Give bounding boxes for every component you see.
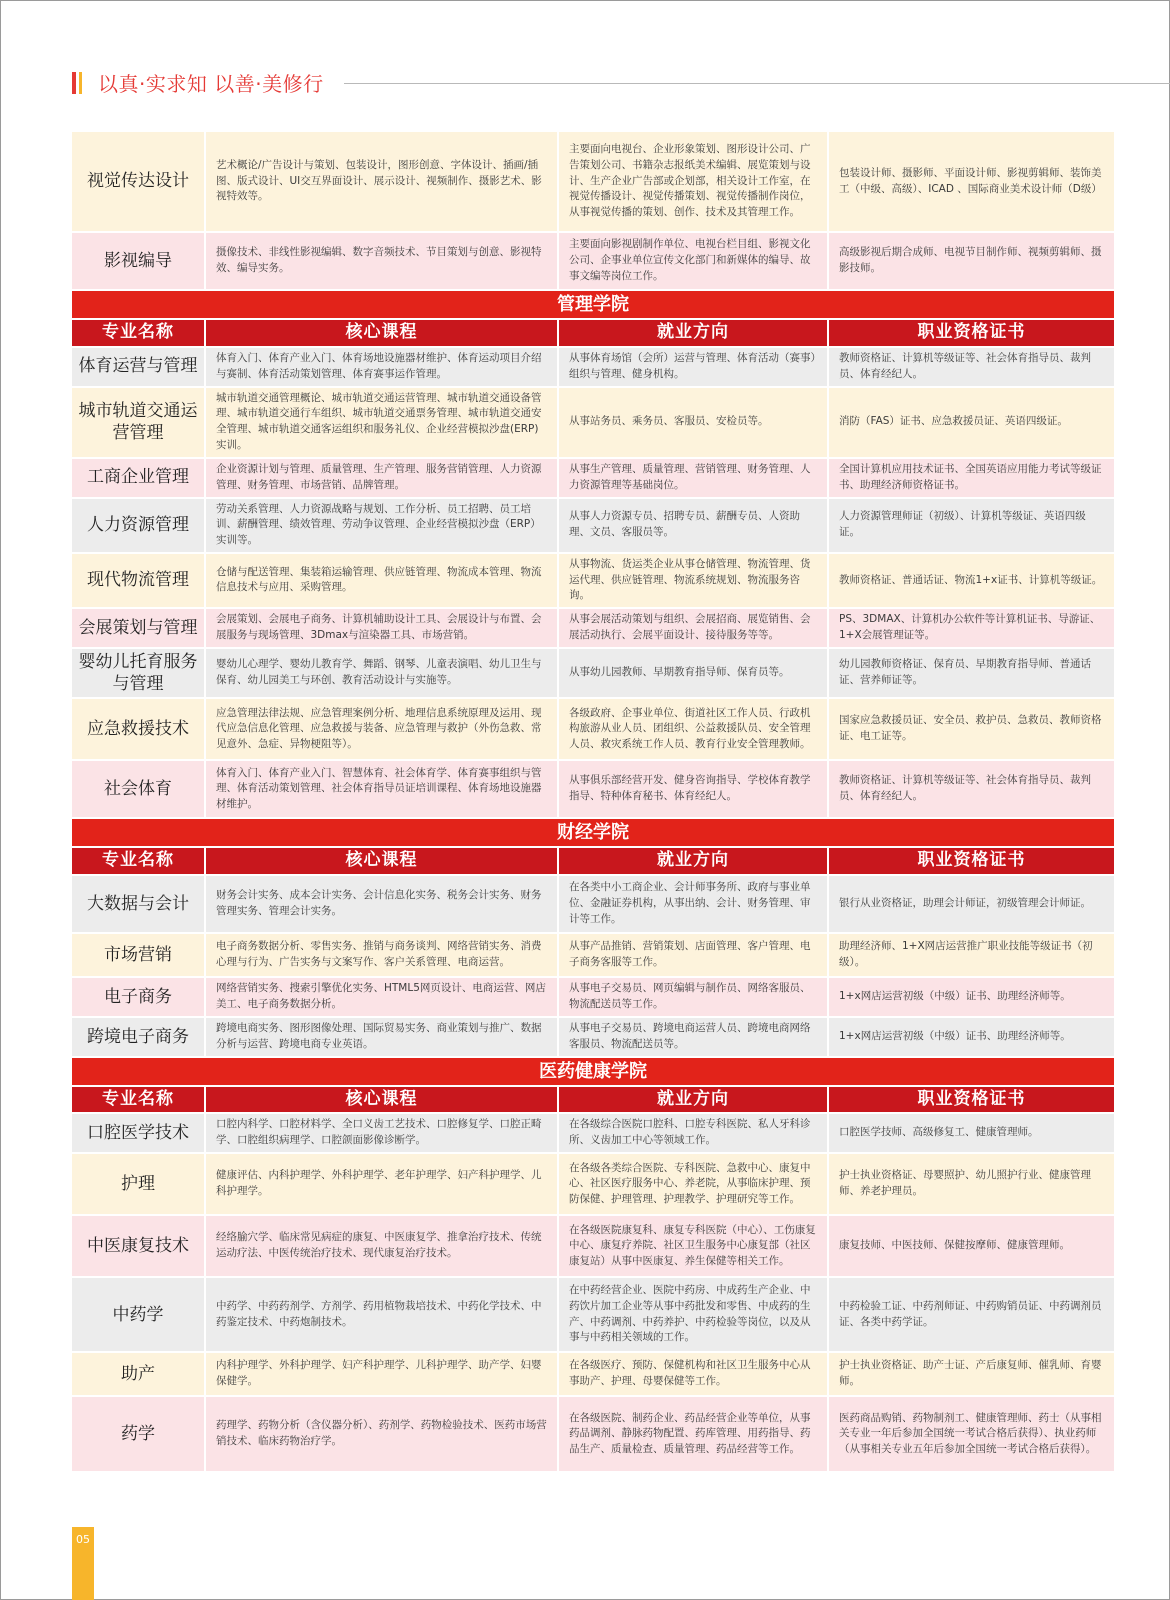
core-courses: 药理学、药物分析（含仪器分析）、药剂学、药物检验技术、医药市场营销技术、临床药物治疗学。 [205,1396,558,1472]
major-name: 大数据与会计 [72,875,205,933]
header-accent-yellow [79,72,82,94]
qualification-certificates: 1+x网店运营初级（中级）证书、助理经济师等。 [828,977,1115,1017]
major-name: 口腔医学技术 [72,1113,205,1153]
qualification-certificates: 教师资格证、计算机等级证等、社会体育指导员、裁判员、体育经纪人。 [828,347,1115,387]
major-name: 药学 [72,1396,205,1472]
qualification-certificates: 护士执业资格证、助产士证、产后康复师、催乳师、育婴师。 [828,1352,1115,1396]
employment-direction: 在各级医院康复科、康复专科医院（中心）、工伤康复中心、康复疗养院、社区卫生服务中心康复部（社区康复站）从事中医康复、养生保健等相关工作。 [558,1215,828,1277]
qualification-certificates: 包装设计师、摄影师、平面设计师、影视剪辑师、装饰美工（中级、高级）、ICAD 、国际商业美术设计师（D级） [828,132,1115,232]
column-header-row [72,847,1115,875]
major-name: 影视编导 [72,232,205,290]
employment-direction: 从事站务员、乘务员、客服员、安检员等。 [558,387,828,458]
qualification-certificates: 医药商品购销、药物制剂工、健康管理师、药士（从事相关专业一年后参加全国统一考试合格后获得）、执业药师（从事相关专业五年后参加全国统一考试合格后获得）。 [828,1396,1115,1472]
column-header-row [72,1086,1115,1114]
employment-direction: 从事体育场馆（会所）运营与管理、体育活动（赛事）组织与管理、健身机构。 [558,347,828,387]
college-title: 医药健康学院 [72,1057,1115,1086]
college-title: 管理学院 [72,290,1115,319]
major-name: 体育运营与管理 [72,347,205,387]
core-courses: 财务会计实务、成本会计实务、会计信息化实务、税务会计实务、财务管理实务、管理会计实务。 [205,875,558,933]
core-courses: 网络营销实务、搜索引擎优化实务、HTML5网页设计、电商运营、网店美工、电子商务数据分析。 [205,977,558,1017]
column-header: 核心课程 [205,319,558,347]
core-courses: 会展策划、会展电子商务、计算机辅助设计工具、会展设计与布置、会展服务与现场管理、3Dmax与渲染器工具、市场营销。 [205,608,558,648]
major-name: 婴幼儿托育服务与管理 [72,648,205,698]
core-courses: 电子商务数据分析、零售实务、推销与商务谈判、网络营销实务、消费心理与行为、广告实务与文案写作、客户关系管理、电商运营。 [205,933,558,977]
employment-direction: 主要面向电视台、企业形象策划、图形设计公司、广告策划公司、书籍杂志报纸美术编辑、展览策划与设计、生产企业广告部或企划部，相关设计工作室，在视觉传播设计、视觉传播策划、视觉传播制作岗位，从事视觉传播的策划、创作、技术及其管理工作。 [558,132,828,232]
major-row [72,933,1115,977]
major-row [72,1277,1115,1352]
major-name: 中药学 [72,1277,205,1352]
qualification-certificates: 高级影视后期合成师、电视节目制作师、视频剪辑师、摄影技师。 [828,232,1115,290]
column-header: 职业资格证书 [828,847,1115,875]
qualification-certificates: 全国计算机应用技术证书、全国英语应用能力考试等级证书、助理经济师资格证书。 [828,458,1115,498]
column-header: 核心课程 [205,1086,558,1114]
major-name: 护理 [72,1153,205,1215]
major-name: 现代物流管理 [72,553,205,608]
major-row [72,553,1115,608]
major-name: 城市轨道交通运营管理 [72,387,205,458]
core-courses: 口腔内科学、口腔材料学、全口义齿工艺技术、口腔修复学、口腔正畸学、口腔组织病理学、口腔颌面影像诊断学。 [205,1113,558,1153]
major-row [72,875,1115,933]
major-name: 会展策划与管理 [72,608,205,648]
employment-direction: 在各级综合医院口腔科、口腔专科医院、私人牙科诊所、义齿加工中心等领域工作。 [558,1113,828,1153]
college-title-row [72,290,1115,319]
major-row [72,1113,1115,1153]
major-row [72,977,1115,1017]
core-courses: 婴幼儿心理学、婴幼儿教育学、舞蹈、钢琴、儿童表演唱、幼儿卫生与保育、幼儿园美工与环创、教育活动设计与实施等。 [205,648,558,698]
core-courses: 企业资源计划与管理、质量管理、生产管理、服务营销管理、人力资源管理、财务管理、市场营销、品牌管理。 [205,458,558,498]
major-name: 电子商务 [72,977,205,1017]
qualification-certificates: 护士执业资格证、母婴照护、幼儿照护行业、健康管理师、养老护理员。 [828,1153,1115,1215]
employment-direction: 在各级各类综合医院、专科医院、急救中心、康复中心、社区医疗服务中心、养老院，从事临床护理、预防保健、护理管理、护理教学、护理研究等工作。 [558,1153,828,1215]
employment-direction: 在各级医疗、预防、保健机构和社区卫生服务中心从事助产、护理、母婴保健等工作。 [558,1352,828,1396]
major-row [72,232,1115,290]
college-title: 财经学院 [72,818,1115,847]
qualification-certificates: 助理经济师、1+X网店运营推广职业技能等级证书（初级）。 [828,933,1115,977]
core-courses: 中药学、中药药剂学、方剂学、药用植物栽培技术、中药化学技术、中药鉴定技术、中药炮制技术。 [205,1277,558,1352]
core-courses: 体育入门、体育产业入门、体育场地设施器材维护、体育运动项目介绍与赛制、体育活动策划管理、体育赛事运作管理。 [205,347,558,387]
employment-direction: 从事产品推销、营销策划、店面管理、客户管理、电子商务客服等工作。 [558,933,828,977]
core-courses: 仓储与配送管理、集装箱运输管理、供应链管理、物流成本管理、物流信息技术与应用、采购管理。 [205,553,558,608]
qualification-certificates: 幼儿园教师资格证、保育员、早期教育指导师、普通话证、营养师证等。 [828,648,1115,698]
major-row [72,1153,1115,1215]
college-title-row [72,1057,1115,1086]
qualification-certificates: 中药检验工证、中药剂师证、中药购销员证、中药调剂员证、各类中药学证。 [828,1277,1115,1352]
qualification-certificates: 康复技师、中医技师、保健按摩师、健康管理师。 [828,1215,1115,1277]
employment-direction: 从事物流、货运类企业从事仓储管理、物流管理、货运代理、供应链管理、物流系统规划、物流服务咨询。 [558,553,828,608]
core-courses: 摄像技术、非线性影视编辑、数字音频技术、节目策划与创意、影视特效、编导实务。 [205,232,558,290]
major-row [72,132,1115,232]
major-row [72,1017,1115,1057]
major-row [72,760,1115,818]
column-header: 专业名称 [72,319,205,347]
column-header: 专业名称 [72,847,205,875]
core-courses: 劳动关系管理、人力资源战略与规划、工作分析、员工招聘、员工培训、薪酬管理、绩效管理、劳动争议管理、企业经营模拟沙盘（ERP）实训等。 [205,498,558,553]
major-row [72,498,1115,553]
qualification-certificates: 教师资格证、计算机等级证等、社会体育指导员、裁判员、体育经纪人。 [828,760,1115,818]
employment-direction: 在各级医院、制药企业、药品经营企业等单位，从事药品调剂、静脉药物配置、药库管理、用药指导、药品生产、质量检查、质量管理、药品经营等工作。 [558,1396,828,1472]
page-number: 05 [72,1527,94,1600]
employment-direction: 从事幼儿园教师、早期教育指导师、保育员等。 [558,648,828,698]
qualification-certificates: 消防（FAS）证书、应急救援员证、英语四级证。 [828,387,1115,458]
column-header-row [72,319,1115,347]
major-row [72,608,1115,648]
core-courses: 内科护理学、外科护理学、妇产科护理学、儿科护理学、助产学、妇婴保健学。 [205,1352,558,1396]
header-accent-red [72,72,76,94]
employment-direction: 从事生产管理、质量管理、营销管理、财务管理、人力资源管理等基础岗位。 [558,458,828,498]
core-courses: 跨境电商实务、图形图像处理、国际贸易实务、商业策划与推广、数据分析与运营、跨境电商专业英语。 [205,1017,558,1057]
column-header: 专业名称 [72,1086,205,1114]
core-courses: 艺术概论/广告设计与策划、包装设计，图形创意、字体设计、插画/插图、版式设计、UI交互界面设计、展示设计、视频制作、摄影艺术、影视特效等。 [205,132,558,232]
core-courses: 经络腧穴学、临床常见病症的康复、中医康复学、推拿治疗技术、传统运动疗法、中医传统治疗技术、现代康复治疗技术。 [205,1215,558,1277]
qualification-certificates: 教师资格证、普通话证、物流1+x证书、计算机等级证。 [828,553,1115,608]
major-row [72,1352,1115,1396]
employment-direction: 主要面向影视剧制作单位、电视台栏目组、影视文化公司、企事业单位宣传文化部门和新媒体的编导、故事文编等岗位工作。 [558,232,828,290]
major-name: 工商企业管理 [72,458,205,498]
major-row [72,458,1115,498]
qualification-certificates: 口腔医学技师、高级修复工、健康管理师。 [828,1113,1115,1153]
column-header: 职业资格证书 [828,1086,1115,1114]
major-row [72,1215,1115,1277]
core-courses: 健康评估、内科护理学、外科护理学、老年护理学、妇产科护理学、儿科护理学。 [205,1153,558,1215]
header-rule [344,83,1170,84]
qualification-certificates: 银行从业资格证，助理会计师证，初级管理会计师证。 [828,875,1115,933]
column-header: 核心课程 [205,847,558,875]
major-row [72,387,1115,458]
qualification-certificates: 人力资源管理师证（初级）、计算机等级证、英语四级证。 [828,498,1115,553]
major-row [72,698,1115,760]
college-title-row [72,818,1115,847]
column-header: 就业方向 [558,847,828,875]
major-row [72,648,1115,698]
employment-direction: 在各类中小工商企业、会计师事务所、政府与事业单位、金融证券机构，从事出纳、会计、财务管理、审计等工作。 [558,875,828,933]
employment-direction: 从事电子交易员、网页编辑与制作员、网络客服员、物流配送员等工作。 [558,977,828,1017]
employment-direction: 从事人力资源专员、招聘专员、薪酬专员、人资助理、文员、客服员等。 [558,498,828,553]
major-name: 人力资源管理 [72,498,205,553]
qualification-certificates: 国家应急救援员证、安全员、救护员、急救员、教师资格证、电工证等。 [828,698,1115,760]
majors-table [72,132,1116,1473]
major-name: 市场营销 [72,933,205,977]
column-header: 就业方向 [558,319,828,347]
employment-direction: 在中药经营企业、医院中药房、中成药生产企业、中药饮片加工企业等从事中药批发和零售、中成药的生产、中药调剂、中药养护、中药检验等岗位，以及从事与中药相关领域的工作。 [558,1277,828,1352]
majors-table-body [72,132,1115,1472]
employment-direction: 从事俱乐部经营开发、健身咨询指导、学校体育教学指导、特种体育秘书、体育经纪人。 [558,760,828,818]
core-courses: 应急管理法律法规、应急管理案例分析、地理信息系统原理及运用、现代应急信息化管理、应急救援与装备、应急管理与救护（外伤急救、常见意外、急症、异物梗阻等）。 [205,698,558,760]
column-header: 就业方向 [558,1086,828,1114]
major-row [72,347,1115,387]
column-header: 职业资格证书 [828,319,1115,347]
major-row [72,1396,1115,1472]
major-name: 视觉传达设计 [72,132,205,232]
major-name: 应急救援技术 [72,698,205,760]
major-name: 跨境电子商务 [72,1017,205,1057]
qualification-certificates: 1+x网店运营初级（中级）证书、助理经济师等。 [828,1017,1115,1057]
core-courses: 体育入门、体育产业入门、智慧体育、社会体育学、体育赛事组织与管理、体育活动策划管理、社会体育指导员证培训课程、体育场地设施器材维护。 [205,760,558,818]
major-name: 社会体育 [72,760,205,818]
employment-direction: 各级政府、企事业单位、街道社区工作人员、行政机构旅游从业人员、团组织、公益救援队员、安全管理人员、救灾系统工作人员、教育行业安全管理教师。 [558,698,828,760]
major-name: 助产 [72,1352,205,1396]
employment-direction: 从事电子交易员、跨境电商运营人员、跨境电商网络客服员、物流配送员等。 [558,1017,828,1057]
core-courses: 城市轨道交通管理概论、城市轨道交通运营管理、城市轨道交通设备管理、城市轨道交通行车组织、城市轨道交通票务管理、城市轨道交通安全管理、城市轨道交通客运组织和服务礼仪、企业经营模拟沙盘(ERP) 实训。 [205,387,558,458]
major-name: 中医康复技术 [72,1215,205,1277]
qualification-certificates: PS、3DMAX、计算机办公软件等计算机证书、导游证、1+X会展管理证等。 [828,608,1115,648]
page-slogan: 以真·实求知 以善·美修行 [98,72,324,96]
employment-direction: 从事会展活动策划与组织、会展招商、展览销售、会展活动执行、会展平面设计、接待服务等等。 [558,608,828,648]
